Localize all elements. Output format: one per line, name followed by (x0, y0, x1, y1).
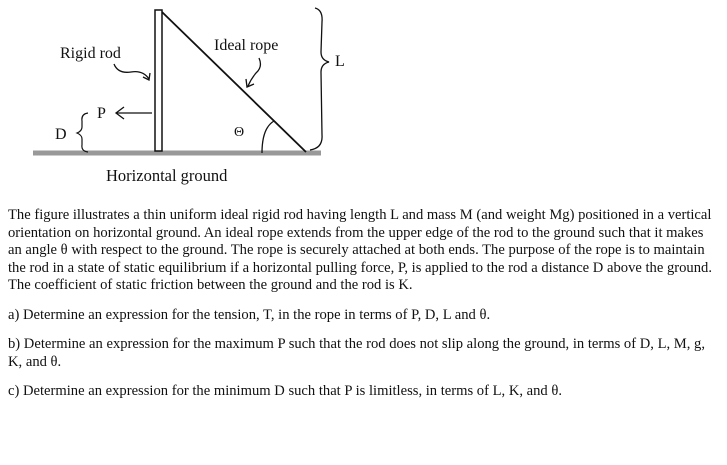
force-label: P (97, 105, 106, 122)
question-a: a) Determine an expression for the tension, T, in the rope in terms of P, D, L and θ. (8, 306, 491, 323)
length-label: L (335, 53, 345, 70)
d-brace (77, 113, 88, 152)
rigid-rod-label: Rigid rod (60, 45, 121, 62)
ideal-rope-label: Ideal rope (214, 37, 279, 54)
ideal-rope-pointer (248, 58, 260, 86)
l-brace (310, 8, 329, 150)
rigid-rod (155, 10, 162, 151)
distance-label: D (55, 126, 67, 143)
question-b: b) Determine an expression for the maximum P such that the rod does not slip along the ground, in terms of D, L, M, g, K, and θ. (8, 336, 705, 370)
problem-text (8, 207, 720, 401)
problem-intro: The figure illustrates a thin uniform ideal rigid rod having length L and mass M (and weight Mg) positioned in a vertical orientation on horizontal ground. An ideal rope extends from the upper edge of the rod to the ground such that it makes an angle θ with respect to the ground. The rope is securely attached at both ends. The purpose of the rope is to maintain the rod in a state of static equilibrium if a horizontal pulling force, P, is applied to the rod a distance D above the ground. The coefficient of static friction between the ground and the rod is K. (8, 207, 712, 293)
angle-label: Θ (234, 125, 245, 140)
theta-arc (262, 121, 274, 153)
question-c: c) Determine an expression for the minimum D such that P is limitless, in terms of L, K, and θ. (8, 383, 563, 399)
ground-label: Horizontal ground (106, 166, 228, 185)
rod-rope-diagram (0, 0, 727, 200)
